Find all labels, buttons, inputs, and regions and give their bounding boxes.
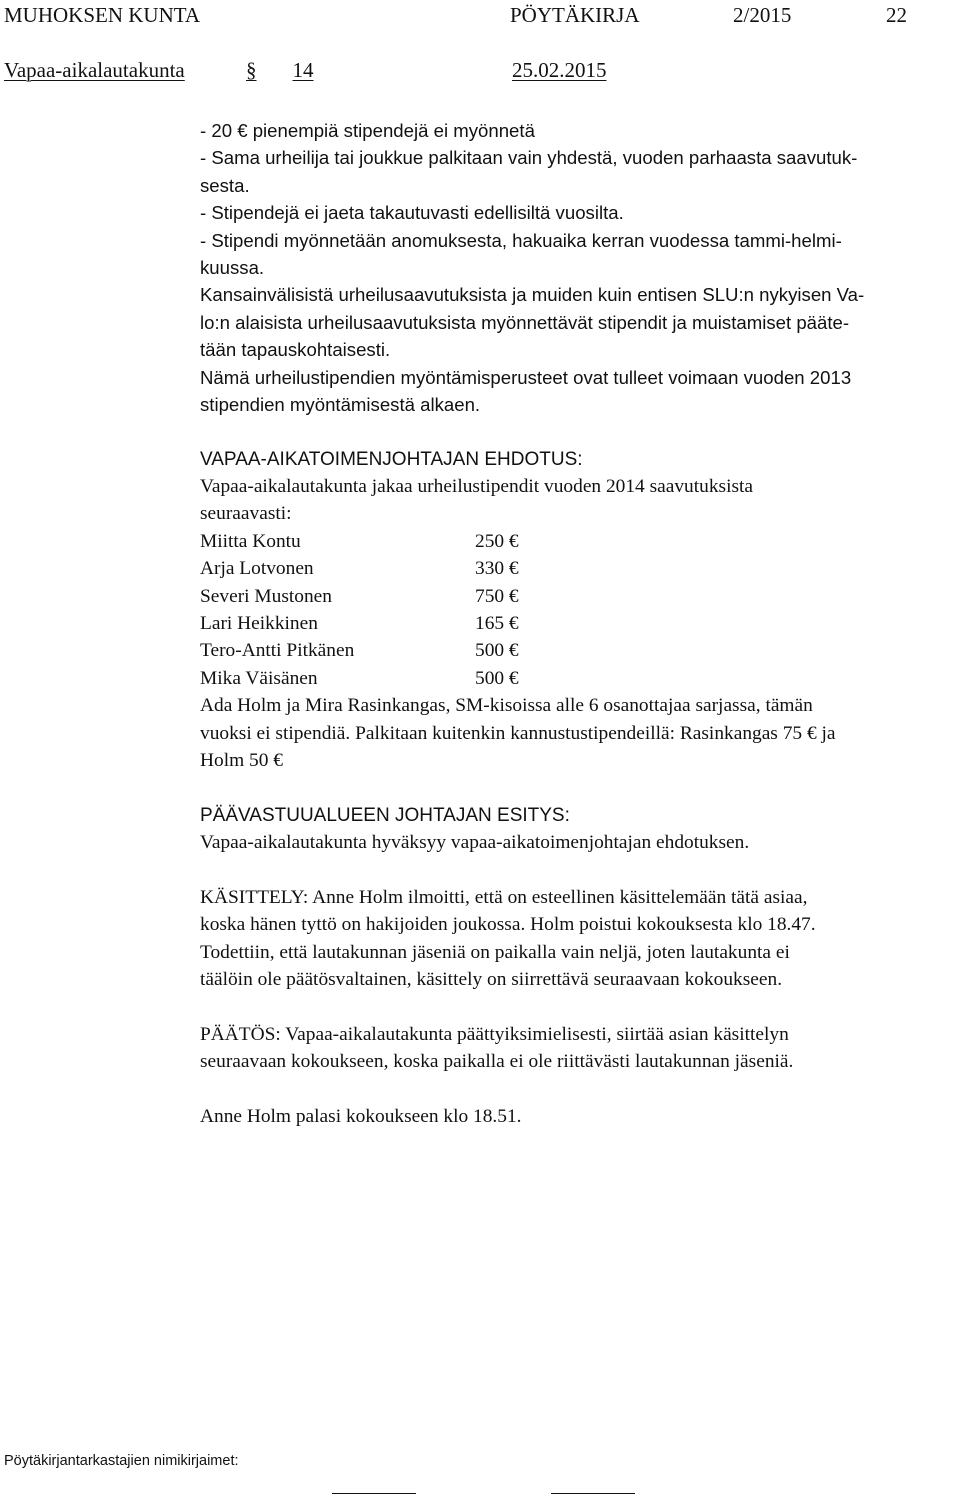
paragraph-line: Nämä urheilustipendien myöntämisperusteet ovat tulleet voimaan vuoden 2013 — [200, 366, 852, 388]
recipient-row — [200, 665, 960, 692]
signature-line-1 — [332, 1493, 416, 1494]
rule-line: - Stipendejä ei jaeta takautuvasti edellisiltä vuosilta. — [200, 202, 624, 224]
proposal-note-line: Holm 50 € — [200, 749, 283, 771]
recipient-row — [200, 583, 960, 610]
section-number: 14 — [292, 58, 314, 82]
presentation-section — [200, 802, 960, 857]
recipient-name: Lari Heikkinen — [200, 613, 318, 635]
paragraph-line: stipendien myöntämisestä alkaen. — [200, 393, 481, 415]
presentation-heading: PÄÄVASTUUALUEEN JOHTAJAN ESITYS: — [200, 804, 570, 826]
meeting-date: 25.02.2015 — [512, 58, 607, 82]
document-type: PÖYTÄKIRJA — [510, 3, 640, 27]
recipient-row — [200, 610, 960, 637]
recipient-list — [200, 528, 960, 692]
rule-line: - 20 € pienempiä stipendejä ei myönnetä — [200, 120, 535, 141]
handling-line: täälöin ole päätösvaltainen, käsittely on siirrettävä seuraavaan kokoukseen. — [200, 969, 783, 991]
recipient-amount: 165 € — [475, 613, 519, 635]
handling-section — [200, 884, 960, 994]
decision-section — [200, 1021, 960, 1076]
stipend-rules — [200, 117, 960, 281]
proposal-section — [200, 446, 960, 775]
proposal-intro-line: seuraavasti: — [200, 503, 292, 525]
document-number: 2/2015 — [733, 3, 792, 27]
paragraph-line: tään tapauskohtaisesti. — [200, 339, 391, 361]
handling-line: koska hänen tyttö on hakijoiden joukossa. Holm poistui kokouksesta klo 18.47. — [200, 914, 816, 936]
recipient-name: Miitta Kontu — [200, 530, 301, 552]
recipient-amount: 250 € — [475, 530, 519, 552]
signatures-label: Pöytäkirjantarkastajien nimikirjaimet: — [4, 1453, 239, 1469]
rule-line: - Sama urheilija tai joukkue palkitaan vain yhdestä, vuoden parhaasta saavutuk- — [200, 147, 858, 169]
proposal-note-line: Ada Holm ja Mira Rasinkangas, SM-kisoissa alle 6 osanottajaa sarjassa, tämän — [200, 695, 813, 717]
minutes-body — [200, 117, 960, 1130]
recipient-amount: 500 € — [475, 667, 519, 689]
return-note: Anne Holm palasi kokoukseen klo 18.51. — [200, 1106, 522, 1128]
proposal-note-line: vuoksi ei stipendiä. Palkitaan kuitenkin kannustustipendeillä: Rasinkangas 75 € ja — [200, 722, 836, 744]
recipient-name: Severi Mustonen — [200, 585, 332, 607]
presentation-text: Vapaa-aikalautakunta hyväksyy vapaa-aikatoimenjohtajan ehdotuksen. — [200, 832, 750, 854]
recipient-amount: 330 € — [475, 558, 519, 580]
paragraph-line: lo:n alaisista urheilusaavutuksista myönnettävät stipendit ja muistamiset pääte- — [200, 311, 850, 333]
municipality-name: MUHOKSEN KUNTA — [4, 3, 201, 27]
rule-line: sesta. — [200, 174, 250, 196]
recipient-row — [200, 637, 960, 664]
handling-line: Todettiin, että lautakunnan jäseniä on paikalla vain neljä, joten lautakunta ei — [200, 941, 790, 963]
section-ref — [246, 58, 376, 82]
proposal-intro-line: Vapaa-aikalautakunta jakaa urheilustipendit vuoden 2014 saavutuksista — [200, 476, 754, 498]
paragraph-line: Kansainvälisistä urheilusaavutuksista ja muiden kuin entisen SLU:n nykyisen Va- — [200, 284, 865, 306]
committee-name: Vapaa-aikalautakunta — [4, 58, 185, 82]
rule-line: - Stipendi myönnetään anomuksesta, hakuaika kerran vuodessa tammi-helmi- — [200, 229, 842, 251]
rule-line: kuussa. — [200, 256, 265, 278]
recipient-row — [200, 555, 960, 582]
decision-line: PÄÄTÖS: Vapaa-aikalautakunta päättyiksimielisesti, siirtää asian käsittelyn — [200, 1023, 789, 1045]
recipient-name: Mika Väisänen — [200, 667, 318, 689]
international-paragraph — [200, 281, 960, 363]
recipient-amount: 750 € — [475, 585, 519, 607]
effective-paragraph — [200, 364, 960, 419]
recipient-amount: 500 € — [475, 640, 519, 662]
recipient-name: Arja Lotvonen — [200, 558, 314, 580]
recipient-name: Tero-Antti Pitkänen — [200, 640, 355, 662]
decision-line: seuraavaan kokoukseen, koska paikalla ei ole riittävästi lautakunnan jäseniä. — [200, 1051, 794, 1073]
recipient-row — [200, 528, 960, 555]
signature-line-2 — [551, 1493, 635, 1494]
page-number: 22 — [886, 3, 907, 27]
section-sign: § — [246, 58, 257, 82]
handling-line: KÄSITTELY: Anne Holm ilmoitti, että on esteellinen käsittelemään tätä asiaa, — [200, 886, 808, 908]
proposal-heading: VAPAA-AIKATOIMENJOHTAJAN EHDOTUS: — [200, 448, 583, 470]
